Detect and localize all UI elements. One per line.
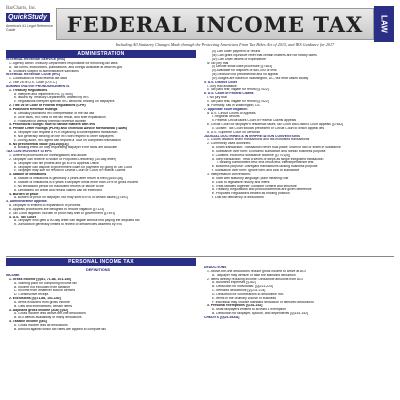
administration-heading: ADMINISTRATION [6,50,196,58]
right-column [204,50,394,200]
quickstudy-logo: QuickStudy [6,13,50,22]
outline-item: B. Amount against which tax rates are applied to compute tax [14,327,106,331]
outline-item: (iv) Can order offsets of expenditure [212,57,267,61]
outline-item: f. Substance over form: Ignore form and look to substance [212,169,300,173]
outline-item: 1. Gross income [§§61, 71-88, 101-140] [9,277,72,281]
outline-item: A. Business expenses [§162] [212,281,256,285]
outline-item: c. During audit, IRS agent can request a TAM on completed transaction [14,138,121,142]
outline-item: a. Binding effect on only requesting taxpayer if the facts are accurate [14,146,118,150]
personal-left-column [6,274,196,332]
outline-item: a. Taxpayer can file protest and go to IRS Appeals Office [14,161,99,165]
outline-item: (iv) Judges are based in Washington, DC, but hear cases locally [212,76,309,80]
outline-item: a. Start with statutory language; plain meaning rule [212,176,289,180]
outline-item: E. Items in the ordinary course of business [212,296,277,300]
outline-heading: 7. Appellate court litigation [204,107,248,111]
outline-item: a. Officially published IRS interpretation of the tax law [14,111,95,115]
administration-column [6,50,196,227]
outline-item: 4. Burden of proof [9,192,39,196]
outline-item: a. U.S. Circuit Courts of Appeals [207,111,256,115]
outline-item: 6. No precedential value [§6110(k)(3)] [9,142,69,146]
outline-heading: 6. U.S. Court of Federal Claims [204,92,254,96]
outline-item: c. Taxpayer may sue for refund in District Court or Court of Federal Claims [14,169,126,173]
outline-item: B. AGI affects availability of many deductions [14,316,82,320]
outline-item: e. Business purpose: Disregard transactions lacking business purpose [212,165,318,169]
outline-item: 5. Private Letter Rulings (PLRs) and Technical Advice Memoranda (TAMs) [9,127,128,131]
outline-item: A. Most taxpayers entitled to at least 1 exemption [212,308,287,312]
outline-item: 1. Different procedures for investigations and audits [9,154,87,158]
outline-item: A. Gross income less all deductions [14,323,68,327]
outline-item: A. Tax forms, instructions, publications, and rulings available at www.irs.gov [9,65,123,69]
personal-right-lines [204,266,394,320]
outline-heading: ADMINISTRATIVE PRONOUNCEMENTS [6,84,70,88]
outline-item: iv. No jury trial [207,61,229,65]
outline-item: A. Gross income less above-the-line deductions [14,312,86,316]
outline-item: D. Constructive receipt [14,293,49,297]
outline-item: c. Regulations interpret specific IRC sections; binding on taxpayers [14,100,115,104]
outline-item: a. Sham transaction: Transaction never took place; sham in fact or sham in substance [212,146,341,150]
outline-item: ii. Federal Circuit takes Court of Federal Claims appeals [212,119,297,123]
outline-item: b. Look to legislative history and intent [212,180,270,184]
outline-item: a. Burden of proof on taxpayer, but may shift to IRS in certain cases [§7491] [14,196,128,200]
outline-item: a. Taxpayer who gets a 90-day letter can litigate without first paying the disputed tax [14,219,140,223]
outline-item: 2. Exclusions [§§71-88, 101-140] [9,297,61,301]
outline-item: (ii) Can order payment or refund [212,50,261,53]
outline-item: a. Interpret and implement IRC [§7805] [14,92,73,96]
outline-item: 4. U.S. Tax Court [9,215,36,219]
outline-item: 4. Procedural rulings: how to handle matters with IRS [9,123,96,127]
personal-left-lines [6,274,196,332]
outline-item: 3. Interpretation conventions: [207,173,251,176]
outline-item: c. Published in weekly Internal Revenue Bulletin [14,119,87,123]
outline-item: 2. Items directly reducing income: Deductible amounts from AGI [207,277,303,281]
page-subtitle: Including All Statutory Changes Made through the Protecting Americans From Tax Hikes Act of 2015, and IRS Guidance for 2017 [115,42,335,47]
page-title: FEDERAL INCOME TAX [66,11,364,37]
outline-item: i. No jury trial [207,96,227,100]
outline-item: A. Items excluded from gross income [14,300,70,304]
outline-item: 1. Codification of most federal tax laws [9,77,68,81]
outline-item: b. Jurisdiction generally limited to review of deficiencies asserted by IRS [14,223,123,227]
outline-item: 1. Treasury Regulations [9,88,48,92]
outline-item: 1. Above-the-line deductions reduce gross income to arrive at AGI [207,269,306,273]
outline-item: b. Issued by Treasury Department; drafted by IRS [14,96,89,100]
outline-item: B. Income not excluded from taxation [14,285,70,289]
outline-item: 2. Taxpayer can receive a Notice of Proposed Deficiency (30-day letter) [9,157,116,161]
outline-item: c. Codified: economic substance doctrine [§7701(o)] [212,153,291,157]
outline-item: B. Violators subject to administrative sanctions [9,69,79,73]
outline-item: F. Individual may choose standard deduction or itemized deductions [212,300,314,304]
brand-tagline: America's #1 Legal Reference Guide [6,24,53,32]
outline-item: 3. Adjusted gross income (AGI) [§62] [9,308,69,312]
outline-item: 3. Published Revenue Rulings [9,107,58,111]
outline-item: b. Circuit Court for taxpayer's residence takes Tax Court and District Court appeals [§7482] [207,123,344,127]
outline-item: b. Taxpayer can dispute a government claim for payment by going to Tax Court [14,165,133,169]
outline-heading: INTERNAL REVENUE SERVICE (IRS) [6,58,66,61]
right-column-lines [204,50,394,200]
outline-item: b. Give facts, IRS view of the tax result, and brief explanation [14,115,106,119]
outline-item: i. Binding commitment test; end result test; interdependence test [217,161,314,165]
outline-heading: TAX CONTROVERSY STEPS [6,150,52,154]
outline-item: ii. Tax paid first; litigate for refund [§7422] [207,99,269,103]
outline-heading: INCOME [6,274,20,277]
administration-lines [6,58,196,227]
outline-item: 1. Agency within Treasury Department responsible for enforcing tax laws [9,61,118,65]
publisher-name: BarCharts, Inc. [6,6,37,11]
outline-item: B. Deduction for individuals: [§§211-224] [212,285,273,289]
outline-item: 1. Courts disallow sham transactions and tax-motivated transactions [207,138,310,142]
title-banner [56,8,374,40]
outline-item: C. Itemized deductions [§§211-224] [212,289,266,293]
outline-item: 4. Taxable income [§63] [9,320,47,324]
outline-item: 3. Statute of limitations [9,173,47,177]
outline-heading: 5. U.S. District Court [204,80,237,84]
outline-item: B. Deduction for taxpayer, spouse, and dependents [§§151-152] [212,312,309,316]
outline-item: e. Proposed Regulations treated as binding position [212,192,290,196]
law-tab: LAW [374,6,394,42]
outline-item: c. Tax Court litigation: Burden of proof may shift to government [§7491] [9,211,116,215]
outline-item: d. U.S. Supreme Court on certiorari [207,130,261,134]
outline-item: a. Taxpayer can request a PLR regarding a contemplated transaction [14,131,118,135]
outline-item: 3. Personal exemptions [§151-152] [207,304,263,308]
outline-item: ii. Tax paid first; litigate for refund [§7422] [207,88,269,92]
outline-item: b. Appeals procedures are designed to reduce litigation [§7123] [9,207,105,211]
outline-item: c. Golsen: Tax Court follows precedent of Circuit Court to which appeal lies [212,126,325,130]
outline-item: 2. Title 26 of Code of Federal Regulations (CFR) [9,104,86,108]
outline-item: (iii) Decision not precedential and no appeal [212,73,278,77]
brand-block [6,6,56,42]
outline-item: d. Step transaction: Treat a series of steps as single integrated transaction [212,157,324,161]
outline-item: B. Gifts and inheritances; certain items [14,304,73,308]
outline-item: b. Not generally binding on the IRS with respect to other taxpayers [14,134,114,138]
outline-heading: INTERNAL REVENUE CODE (IRC) [6,73,61,77]
outline-item: a. Taxpayer is entitled to explanation of process [9,204,81,208]
outline-item: c. Treat statutes together; consider context and structure [212,184,297,188]
outline-item: A. Taxpayer may itemize or take the standard deduction [212,273,296,277]
outline-item: C. Income from whatever source derived [14,289,76,293]
outline-item: d. Treasury Regulations and pronouncements are given deference [212,188,312,192]
outline-heading: JUDICIAL DOCTRINES & INTERPRETATION CONVENTIONS [204,134,300,138]
outline-item: a. Statute of limitations is generally 3 years after return is filed [§6501(a)] [14,177,123,181]
outline-item: b. Statute of limitations is 6 years if taxpayer omits more than 25% of gross income [14,181,139,184]
outline-item: i. Regional circuits [212,115,240,119]
outline-item: (iii) Can grant injunctive relief that certain matters are not strictly taxes [212,53,317,57]
outline-item: (ii) Available for disputes of $50,000 or less [212,69,277,73]
outline-item: f. Lost tax deficiency of deductions [212,196,264,200]
outline-item: 2. Title 26 of U.S. Code (U.S.C.) [9,81,58,85]
outline-item: (i) Decide small case procedure [§7463] [212,65,272,69]
outline-heading: CREDITS [§§21-54AA] [204,315,240,319]
personal-income-tax-header [6,258,394,266]
outline-item: D. Deduction for contributions to deductible IRA [212,292,284,296]
outline-item: iii. Formally: sits in Washington, DC [207,103,261,107]
outline-item: c. No limitations period for fraudulent returns or failure to file [14,184,104,188]
outline-item: 2. Commonly used doctrines: [207,142,251,146]
outline-item: d. Limitations for credit and refund claims can be extended [14,188,102,192]
section-divider [6,256,394,257]
outline-heading: 3. Administrative appeals [6,200,47,204]
outline-heading: DEDUCTIONS [204,266,227,269]
personal-income-tax-heading: PERSONAL INCOME TAX [6,258,196,266]
outline-item: i. Jury trial available [207,84,237,88]
outline-item: A. Starting point for computing income tax [14,281,77,285]
outline-item: b. Substance over form: Economic substance and nontax business purpose [212,149,326,153]
personal-right-column [204,266,394,320]
definitions-label: DEFINITIONS [86,268,111,272]
